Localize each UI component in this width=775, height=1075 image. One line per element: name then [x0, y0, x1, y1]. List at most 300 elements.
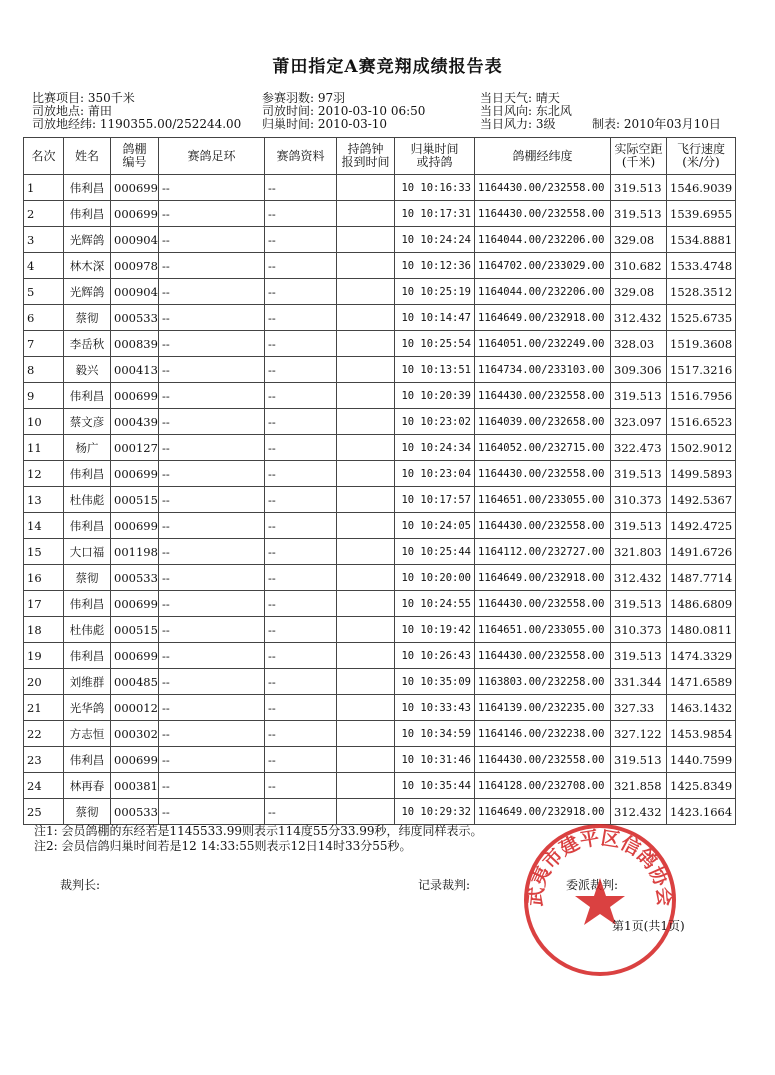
ring-cell: -- [159, 305, 265, 331]
info-cell: -- [265, 201, 337, 227]
rank-cell: 19 [24, 643, 64, 669]
ring-cell: -- [159, 227, 265, 253]
loft-cell: 000904 [111, 279, 159, 305]
coords-cell: 1164651.00/233055.00 [475, 487, 611, 513]
ring-cell: -- [159, 669, 265, 695]
distance-cell: 319.513 [611, 747, 667, 773]
table-row [24, 669, 736, 695]
info-cell: -- [265, 695, 337, 721]
info-cell: -- [265, 617, 337, 643]
coords-cell: 1164128.00/232708.00 [475, 773, 611, 799]
table-row [24, 331, 736, 357]
clock-cell [337, 461, 395, 487]
loft-cell: 000699 [111, 591, 159, 617]
sign-recorder: 记录裁判: [418, 878, 471, 892]
info-cell: -- [265, 357, 337, 383]
meta-left [32, 92, 241, 131]
distance-cell: 310.373 [611, 617, 667, 643]
rank-cell: 21 [24, 695, 64, 721]
speed-cell: 1516.6523 [667, 409, 736, 435]
header-row [24, 138, 736, 175]
clock-cell [337, 747, 395, 773]
distance-cell: 312.432 [611, 565, 667, 591]
ring-cell: -- [159, 409, 265, 435]
rank-cell: 11 [24, 435, 64, 461]
arrival-cell: 10 10:26:43 [395, 643, 475, 669]
table-row [24, 747, 736, 773]
ring-cell: -- [159, 799, 265, 825]
name-cell: 伟利昌 [64, 747, 111, 773]
arrival-cell: 10 10:24:24 [395, 227, 475, 253]
rank-cell: 10 [24, 409, 64, 435]
rank-cell: 23 [24, 747, 64, 773]
table-row [24, 227, 736, 253]
rank-cell: 16 [24, 565, 64, 591]
clock-cell [337, 591, 395, 617]
name-cell: 伟利昌 [64, 383, 111, 409]
coords-cell: 1164430.00/232558.00 [475, 383, 611, 409]
ring-cell: -- [159, 175, 265, 201]
arrival-cell: 10 10:23:02 [395, 409, 475, 435]
rank-cell: 12 [24, 461, 64, 487]
ring-cell: -- [159, 591, 265, 617]
arrival-cell: 10 10:13:51 [395, 357, 475, 383]
info-cell: -- [265, 175, 337, 201]
distance-cell: 319.513 [611, 383, 667, 409]
coords-cell: 1164430.00/232558.00 [475, 201, 611, 227]
distance-cell: 309.306 [611, 357, 667, 383]
rank-cell: 17 [24, 591, 64, 617]
loft-cell: 000533 [111, 305, 159, 331]
loft-cell: 000699 [111, 175, 159, 201]
arrival-cell: 10 10:33:43 [395, 695, 475, 721]
speed-cell: 1533.4748 [667, 253, 736, 279]
arrival-cell: 10 10:24:55 [395, 591, 475, 617]
speed-cell: 1528.3512 [667, 279, 736, 305]
rank-cell: 1 [24, 175, 64, 201]
loft-cell: 000127 [111, 435, 159, 461]
info-cell: -- [265, 383, 337, 409]
clock-cell [337, 695, 395, 721]
coords-cell: 1164430.00/232558.00 [475, 643, 611, 669]
speed-cell: 1525.6735 [667, 305, 736, 331]
info-cell: -- [265, 487, 337, 513]
loft-cell: 000699 [111, 201, 159, 227]
ring-cell: -- [159, 695, 265, 721]
speed-cell: 1502.9012 [667, 435, 736, 461]
coords-cell: 1164649.00/232918.00 [475, 305, 611, 331]
loft-cell: 000839 [111, 331, 159, 357]
rank-cell: 9 [24, 383, 64, 409]
speed-cell: 1534.8881 [667, 227, 736, 253]
coords-cell: 1164651.00/233055.00 [475, 617, 611, 643]
table-row [24, 409, 736, 435]
ring-cell: -- [159, 721, 265, 747]
table-row [24, 721, 736, 747]
clock-cell [337, 539, 395, 565]
clock-cell [337, 201, 395, 227]
clock-cell [337, 227, 395, 253]
sign-chief-referee: 裁判长: [60, 878, 101, 892]
ring-cell: -- [159, 643, 265, 669]
clock-cell [337, 409, 395, 435]
arrival-cell: 10 10:35:44 [395, 773, 475, 799]
report-title: 莆田指定A赛竞翔成绩报告表 [272, 57, 503, 77]
coords-cell: 1164039.00/232658.00 [475, 409, 611, 435]
table-row [24, 513, 736, 539]
coords-cell: 1164702.00/233029.00 [475, 253, 611, 279]
loft-cell: 000699 [111, 383, 159, 409]
loft-cell: 000699 [111, 461, 159, 487]
coords-cell: 1163803.00/232258.00 [475, 669, 611, 695]
loft-cell: 000978 [111, 253, 159, 279]
table-row [24, 201, 736, 227]
table-row [24, 487, 736, 513]
ring-cell: -- [159, 565, 265, 591]
arrival-cell: 10 10:12:36 [395, 253, 475, 279]
info-cell: -- [265, 799, 337, 825]
arrival-cell: 10 10:23:04 [395, 461, 475, 487]
table-row [24, 305, 736, 331]
info-cell: -- [265, 305, 337, 331]
meta-weather: 当日天气: 晴天 [480, 91, 560, 105]
clock-cell [337, 773, 395, 799]
speed-cell: 1492.5367 [667, 487, 736, 513]
ring-cell: -- [159, 279, 265, 305]
arrival-cell: 10 10:34:59 [395, 721, 475, 747]
name-cell: 杜伟彪 [64, 617, 111, 643]
name-cell: 林再春 [64, 773, 111, 799]
distance-cell: 319.513 [611, 175, 667, 201]
name-cell: 伟利昌 [64, 591, 111, 617]
distance-cell: 319.513 [611, 513, 667, 539]
meta-entries: 参赛羽数: 97羽 [262, 91, 346, 105]
rank-cell: 15 [24, 539, 64, 565]
distance-cell: 312.432 [611, 305, 667, 331]
info-cell: -- [265, 279, 337, 305]
rank-cell: 24 [24, 773, 64, 799]
info-cell: -- [265, 747, 337, 773]
distance-cell: 312.432 [611, 799, 667, 825]
table-row [24, 695, 736, 721]
ring-cell: -- [159, 331, 265, 357]
rank-cell: 13 [24, 487, 64, 513]
coords-cell: 1164430.00/232558.00 [475, 461, 611, 487]
info-cell: -- [265, 253, 337, 279]
distance-cell: 329.08 [611, 227, 667, 253]
coords-cell: 1164052.00/232715.00 [475, 435, 611, 461]
arrival-cell: 10 10:25:19 [395, 279, 475, 305]
loft-cell: 000699 [111, 643, 159, 669]
name-cell: 刘维群 [64, 669, 111, 695]
header-rank: 名次 [24, 138, 64, 175]
speed-cell: 1492.4725 [667, 513, 736, 539]
rank-cell: 4 [24, 253, 64, 279]
header-coords: 鸽棚经纬度 [475, 138, 611, 175]
name-cell: 光辉鸽 [64, 227, 111, 253]
clock-cell [337, 383, 395, 409]
name-cell: 光辉鸽 [64, 279, 111, 305]
meta-release-time: 司放时间: 2010-03-10 06:50 [262, 104, 426, 118]
clock-cell [337, 799, 395, 825]
clock-cell [337, 175, 395, 201]
table-row [24, 643, 736, 669]
name-cell: 伟利昌 [64, 175, 111, 201]
speed-cell: 1539.6955 [667, 201, 736, 227]
arrival-cell: 10 10:24:34 [395, 435, 475, 461]
ring-cell: -- [159, 539, 265, 565]
info-cell: -- [265, 539, 337, 565]
loft-cell: 000381 [111, 773, 159, 799]
sign-delegate: 委派裁判: [566, 878, 619, 892]
speed-cell: 1519.3608 [667, 331, 736, 357]
distance-cell: 327.33 [611, 695, 667, 721]
loft-cell: 000012 [111, 695, 159, 721]
name-cell: 光华鸽 [64, 695, 111, 721]
arrival-cell: 10 10:25:44 [395, 539, 475, 565]
speed-cell: 1423.1664 [667, 799, 736, 825]
clock-cell [337, 357, 395, 383]
distance-cell: 328.03 [611, 331, 667, 357]
loft-cell: 000533 [111, 565, 159, 591]
loft-cell: 000439 [111, 409, 159, 435]
loft-cell: 000515 [111, 617, 159, 643]
coords-cell: 1164430.00/232558.00 [475, 513, 611, 539]
clock-cell [337, 565, 395, 591]
arrival-cell: 10 10:17:31 [395, 201, 475, 227]
distance-cell: 319.513 [611, 201, 667, 227]
speed-cell: 1546.9039 [667, 175, 736, 201]
name-cell: 林木深 [64, 253, 111, 279]
distance-cell: 329.08 [611, 279, 667, 305]
meta-wind-direction: 当日风向: 东北风 [480, 104, 572, 118]
coords-cell: 1164734.00/233103.00 [475, 357, 611, 383]
coords-cell: 1164044.00/232206.00 [475, 227, 611, 253]
arrival-cell: 10 10:25:54 [395, 331, 475, 357]
arrival-cell: 10 10:20:39 [395, 383, 475, 409]
rank-cell: 2 [24, 201, 64, 227]
name-cell: 伟利昌 [64, 513, 111, 539]
clock-cell [337, 331, 395, 357]
name-cell: 伟利昌 [64, 201, 111, 227]
header-name: 姓名 [64, 138, 111, 175]
distance-cell: 319.513 [611, 461, 667, 487]
table-row [24, 435, 736, 461]
arrival-cell: 10 10:35:09 [395, 669, 475, 695]
meta-right [480, 92, 572, 131]
info-cell: -- [265, 643, 337, 669]
header-loft-no: 鸽棚 编号 [111, 138, 159, 175]
loft-cell: 000533 [111, 799, 159, 825]
header-distance: 实际空距 (千米) [611, 138, 667, 175]
header-arrival: 归巢时间 或持鸽 [395, 138, 475, 175]
info-cell: -- [265, 227, 337, 253]
speed-cell: 1499.5893 [667, 461, 736, 487]
speed-cell: 1486.6809 [667, 591, 736, 617]
name-cell: 蔡文彦 [64, 409, 111, 435]
speed-cell: 1440.7599 [667, 747, 736, 773]
speed-cell: 1425.8349 [667, 773, 736, 799]
rank-cell: 8 [24, 357, 64, 383]
name-cell: 伟利昌 [64, 643, 111, 669]
name-cell: 杨广 [64, 435, 111, 461]
table-row [24, 175, 736, 201]
info-cell: -- [265, 591, 337, 617]
name-cell: 蔡彻 [64, 305, 111, 331]
arrival-cell: 10 10:19:42 [395, 617, 475, 643]
distance-cell: 319.513 [611, 591, 667, 617]
clock-cell [337, 617, 395, 643]
info-cell: -- [265, 669, 337, 695]
coords-cell: 1164430.00/232558.00 [475, 591, 611, 617]
distance-cell: 331.344 [611, 669, 667, 695]
table-row [24, 539, 736, 565]
arrival-cell: 10 10:17:57 [395, 487, 475, 513]
page-number: 第1页(共1页) [612, 919, 685, 933]
rank-cell: 25 [24, 799, 64, 825]
loft-cell: 000515 [111, 487, 159, 513]
ring-cell: -- [159, 773, 265, 799]
results-table [23, 137, 736, 825]
ring-cell: -- [159, 435, 265, 461]
distance-cell: 321.803 [611, 539, 667, 565]
info-cell: -- [265, 513, 337, 539]
coords-cell: 1164146.00/232238.00 [475, 721, 611, 747]
loft-cell: 000699 [111, 513, 159, 539]
clock-cell [337, 513, 395, 539]
arrival-cell: 10 10:24:05 [395, 513, 475, 539]
speed-cell: 1463.1432 [667, 695, 736, 721]
meta-release-coords: 司放地经纬: 1190355.00/252244.00 [32, 117, 242, 131]
header-clock: 持鸽钟 报到时间 [337, 138, 395, 175]
meta-middle [262, 92, 425, 131]
meta-race-item: 比赛项目: 350千米 [32, 91, 135, 105]
loft-cell: 000413 [111, 357, 159, 383]
distance-cell: 321.858 [611, 773, 667, 799]
ring-cell: -- [159, 461, 265, 487]
coords-cell: 1164430.00/232558.00 [475, 175, 611, 201]
table-row [24, 253, 736, 279]
coords-cell: 1164649.00/232918.00 [475, 565, 611, 591]
arrival-cell: 10 10:20:00 [395, 565, 475, 591]
info-cell: -- [265, 773, 337, 799]
loft-cell: 001198 [111, 539, 159, 565]
ring-cell: -- [159, 383, 265, 409]
results-body [24, 175, 736, 825]
name-cell: 蔡彻 [64, 799, 111, 825]
arrival-cell: 10 10:29:32 [395, 799, 475, 825]
info-cell: -- [265, 565, 337, 591]
note-1: 注1: 会员鸽棚的东经若是1145533.99则表示114度55分33.99秒，纬度同样表示。 [34, 824, 483, 838]
ring-cell: -- [159, 487, 265, 513]
ring-cell: -- [159, 201, 265, 227]
coords-cell: 1164430.00/232558.00 [475, 747, 611, 773]
name-cell: 方志恒 [64, 721, 111, 747]
clock-cell [337, 643, 395, 669]
ring-cell: -- [159, 617, 265, 643]
ring-cell: -- [159, 747, 265, 773]
header-ring: 赛鸽足环 [159, 138, 265, 175]
rank-cell: 20 [24, 669, 64, 695]
ring-cell: -- [159, 357, 265, 383]
distance-cell: 319.513 [611, 643, 667, 669]
speed-cell: 1517.3216 [667, 357, 736, 383]
note-2: 注2: 会员信鸽归巢时间若是12 14:33:55则表示12日14时33分55秒。 [34, 839, 412, 853]
clock-cell [337, 435, 395, 461]
rank-cell: 14 [24, 513, 64, 539]
clock-cell [337, 721, 395, 747]
meta-wind-force: 当日风力: 3级 [480, 117, 556, 131]
speed-cell: 1480.0811 [667, 617, 736, 643]
info-cell: -- [265, 331, 337, 357]
table-row [24, 773, 736, 799]
rank-cell: 22 [24, 721, 64, 747]
distance-cell: 310.682 [611, 253, 667, 279]
name-cell: 毅兴 [64, 357, 111, 383]
coords-cell: 1164051.00/232249.00 [475, 331, 611, 357]
rank-cell: 3 [24, 227, 64, 253]
meta-made-date: 制表: 2010年03月10日 [592, 117, 721, 131]
clock-cell [337, 487, 395, 513]
rank-cell: 18 [24, 617, 64, 643]
speed-cell: 1491.6726 [667, 539, 736, 565]
arrival-cell: 10 10:31:46 [395, 747, 475, 773]
coords-cell: 1164044.00/232206.00 [475, 279, 611, 305]
speed-cell: 1516.7956 [667, 383, 736, 409]
ring-cell: -- [159, 253, 265, 279]
info-cell: -- [265, 461, 337, 487]
table-row [24, 357, 736, 383]
arrival-cell: 10 10:16:33 [395, 175, 475, 201]
table-row [24, 461, 736, 487]
coords-cell: 1164139.00/232235.00 [475, 695, 611, 721]
clock-cell [337, 305, 395, 331]
name-cell: 李岳秋 [64, 331, 111, 357]
rank-cell: 6 [24, 305, 64, 331]
loft-cell: 000904 [111, 227, 159, 253]
speed-cell: 1487.7714 [667, 565, 736, 591]
table-row [24, 565, 736, 591]
name-cell: 伟利昌 [64, 461, 111, 487]
clock-cell [337, 669, 395, 695]
notes [34, 824, 483, 854]
table-row [24, 383, 736, 409]
official-seal-icon [520, 820, 680, 980]
clock-cell [337, 253, 395, 279]
distance-cell: 322.473 [611, 435, 667, 461]
header-info: 赛鸽资料 [265, 138, 337, 175]
header-speed: 飞行速度 (米/分) [667, 138, 736, 175]
table-row [24, 617, 736, 643]
arrival-cell: 10 10:14:47 [395, 305, 475, 331]
name-cell: 大口福 [64, 539, 111, 565]
table-row [24, 591, 736, 617]
distance-cell: 323.097 [611, 409, 667, 435]
meta-release-place: 司放地点: 莆田 [32, 104, 112, 118]
info-cell: -- [265, 409, 337, 435]
meta-return-time: 归巢时间: 2010-03-10 [262, 117, 388, 131]
loft-cell: 000302 [111, 721, 159, 747]
rank-cell: 5 [24, 279, 64, 305]
svg-text:武夷市建平区信鸽协会: 武夷市建平区信鸽协会 [524, 827, 676, 908]
loft-cell: 000485 [111, 669, 159, 695]
speed-cell: 1471.6589 [667, 669, 736, 695]
ring-cell: -- [159, 513, 265, 539]
loft-cell: 000699 [111, 747, 159, 773]
info-cell: -- [265, 435, 337, 461]
name-cell: 蔡彻 [64, 565, 111, 591]
distance-cell: 327.122 [611, 721, 667, 747]
